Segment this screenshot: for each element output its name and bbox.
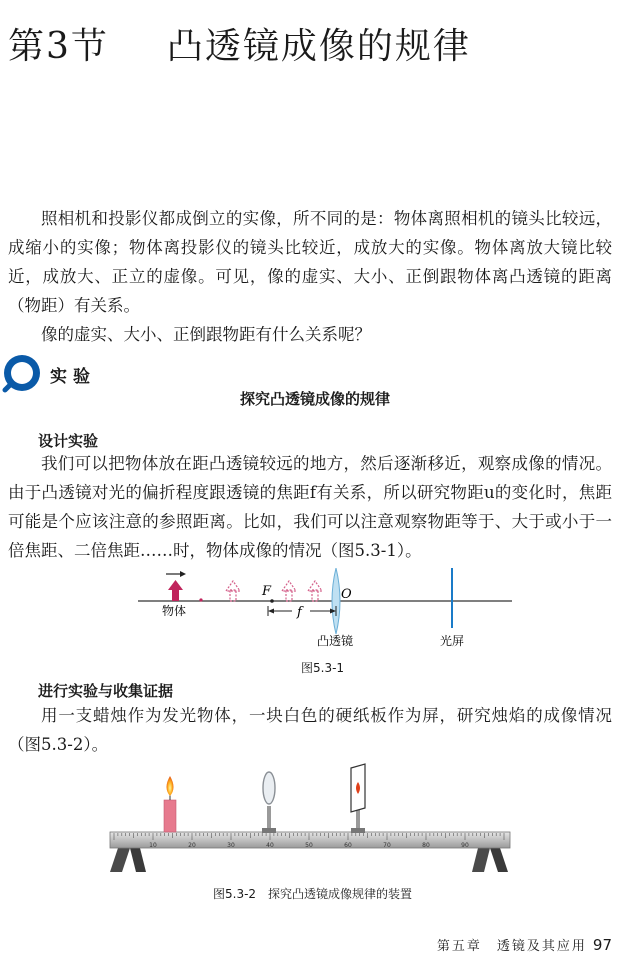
figure-5-3-2	[100, 760, 520, 875]
experiment-label: 实验	[50, 367, 96, 387]
bench-tick-label: 80	[422, 842, 430, 849]
section-name: 凸透镜成像的规律	[166, 26, 471, 67]
collect-paragraph: 用一支蜡烛作为发光物体，一块白色的硬纸板作为屏，研究烛焰的成像情况（图5.3-2）。	[8, 706, 612, 754]
object-arrow	[168, 580, 183, 601]
bench-tick-label: 90	[461, 842, 469, 849]
lens-label: 凸透镜	[317, 634, 354, 648]
chapter-name: 第五章 透镜及其应用	[436, 939, 587, 954]
move-direction-arrow	[166, 571, 186, 577]
magnifier-icon	[4, 355, 40, 391]
right-leg	[472, 848, 490, 872]
focal-length-label: f	[297, 605, 302, 620]
bench-tick-label: 10	[149, 842, 157, 849]
figure-2-caption: 图5.3-2 探究凸透镜成像规律的装置	[213, 887, 413, 901]
optical-center-label: O	[341, 587, 352, 602]
convex-lens	[332, 568, 340, 634]
candle	[164, 776, 176, 832]
screen-label: 光屏	[440, 634, 465, 648]
intro-question: 像的虚实、大小、正倒跟物距有什么关系呢？	[41, 325, 371, 344]
bench-tick-label: 70	[383, 842, 391, 849]
dashed-object-arrow-2	[282, 581, 296, 601]
figure-5-3-1	[120, 568, 520, 668]
experiment-title: 探究凸透镜成像的规律	[239, 390, 390, 408]
screen-stand	[351, 764, 365, 833]
section-title	[8, 18, 471, 69]
dashed-object-arrow-3	[308, 581, 322, 601]
object-label: 物体	[162, 604, 187, 618]
lens-stand	[262, 772, 276, 833]
intro-paragraph: 照相机和投影仪都成倒立的实像，所不同的是：物体离照相机的镜头比较远，成缩小的实像；物体离投影仪的镜头比较近，成放大的实像。物体离放大镜比较近，成放大、正立的虚像。可见，像的虚实、大小、正倒跟物体离凸透镜的距离（物距）有关系。	[8, 209, 612, 315]
focal-length-marker	[268, 606, 336, 616]
right-leg-2	[490, 848, 508, 872]
collect-heading: 进行实验与收集证据	[38, 682, 174, 700]
design-paragraph: 我们可以把物体放在距凸透镜较远的地方，然后逐渐移近，观察成像的情况。由于凸透镜对光的偏折程度跟透镜的焦距f有关系，所以研究物距u的变化时，焦距可能是个应该注意的参照距离。比如，我们可以注意观察物距等于、大于或小于一倍焦距、二倍焦距……时，物体成像的情况（图5.3-1）。	[8, 454, 612, 560]
page-number: 97	[592, 936, 612, 954]
bench-tick-label: 30	[227, 842, 235, 849]
dashed-object-arrow-1	[226, 581, 240, 601]
figure-1-caption: 图5.3-1	[301, 661, 345, 675]
bench-tick-label: 40	[266, 842, 274, 849]
page-footer	[437, 935, 612, 954]
left-leg	[110, 848, 130, 872]
bench-tick-label: 50	[305, 842, 313, 849]
bench-tick-label: 60	[344, 842, 352, 849]
design-heading: 设计实验	[38, 432, 99, 450]
focal-point-label: F	[262, 584, 272, 599]
left-leg-2	[130, 848, 146, 872]
section-number: 第3节	[8, 26, 109, 67]
bench-tick-label: 20	[188, 842, 196, 849]
